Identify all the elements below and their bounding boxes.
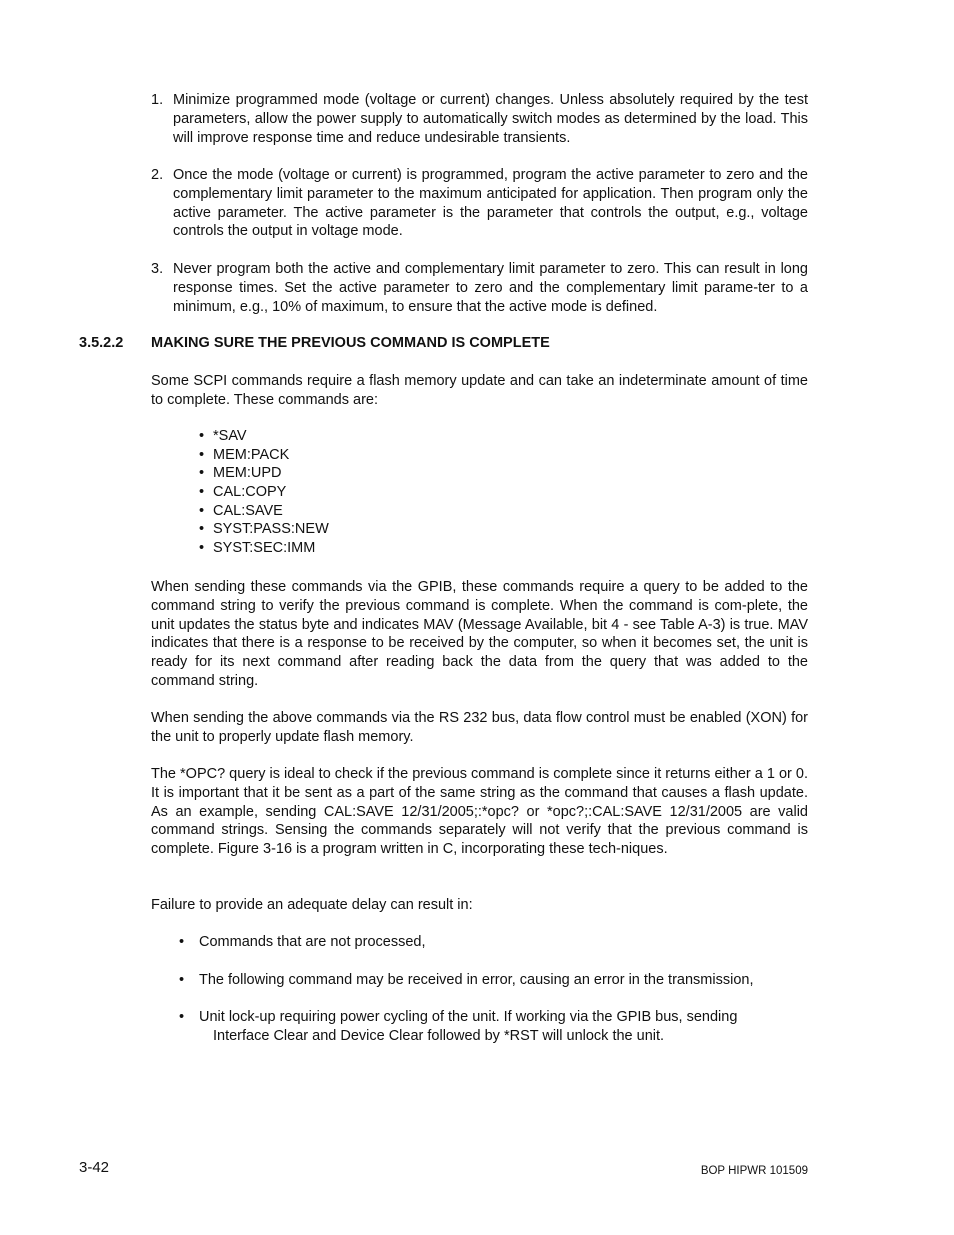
bullet-icon: •: [199, 465, 205, 482]
list-item: [199, 502, 329, 521]
page-number: 3-42: [79, 1159, 110, 1176]
item-text: Minimize programmed mode (voltage or current) changes. Unless absolutely required by the test parameters, allow the power supply to automatically switch modes as determined by the load. This will improve response time and reduce undesirable transients.: [173, 92, 808, 146]
bullet-icon: •: [179, 1009, 185, 1025]
numbered-item-2: [151, 166, 808, 241]
bullet-icon: •: [199, 446, 205, 463]
list-item: [199, 520, 329, 539]
command-name: CAL:COPY: [213, 484, 287, 501]
command-name: MEM:PACK: [213, 446, 290, 463]
item-number: 3.: [151, 261, 164, 277]
bullet-icon: •: [199, 428, 205, 444]
list-item: [199, 483, 329, 502]
list-item: [199, 446, 329, 465]
numbered-item-3: [151, 260, 808, 316]
command-name: MEM:UPD: [213, 465, 282, 482]
bullet-icon: •: [199, 521, 205, 538]
bullet-icon: •: [179, 972, 185, 988]
list-item: [199, 427, 329, 446]
failure-text-continued: Interface Clear and Device Clear followed by *RST will unlock the unit.: [213, 1027, 665, 1044]
gpib-paragraph: When sending these commands via the GPIB, these commands require a query to be added to the command string to verify the previous command is complete. When the command is com-plete, the unit updates the status byte and indicates MAV (Message Available, bit 4 - see Table A-3) is true. MAV indicates that there is a response to be received by the computer, so when it becomes set, the unit is ready for its next command after reading back the data from the query that was added to the command string.: [151, 579, 808, 689]
opc-paragraph: The *OPC? query is ideal to check if the previous command is complete since it returns either a 1 or 0. It is important that it be sent as a part of the same string as the command that causes a flash update. As an example, sending CAL:SAVE 12/31/2005;:*opc? or *opc?;:CAL:SAVE 12/31/2005 are valid command strings. Sensing the commands separately will not verify that the previous command is complete. Figure 3-16 is a program written in C, incorporating these tech-niques.: [151, 766, 808, 858]
failure-text-block: [199, 1008, 808, 1046]
item-number: 2.: [151, 167, 164, 183]
numbered-item-1: [151, 91, 808, 147]
bullet-icon: •: [199, 540, 205, 557]
failure-text: The following command may be received in error, causing an error in the transmission,: [199, 972, 754, 988]
section-title: MAKING SURE THE PREVIOUS COMMAND IS COMPLETE: [151, 335, 550, 351]
failure-text: Commands that are not processed,: [199, 934, 426, 950]
bullet-icon: •: [199, 484, 205, 501]
document-id: BOP HIPWR 101509: [700, 1165, 808, 1177]
failure-item-2: [179, 971, 808, 990]
rs232-paragraph: When sending the above commands via the RS 232 bus, data flow control must be enabled (XON) for the unit to properly update flash memory.: [151, 710, 808, 745]
item-text: Never program both the active and complementary limit parameter to zero. This can result in long response times. Set the active parameter to zero and the complementary limit parame-ter to a minimum, e.g., 10% of maximum, to ensure that the active mode is defined.: [173, 261, 808, 315]
command-name: CAL:SAVE: [213, 502, 283, 519]
bullet-icon: •: [179, 934, 185, 950]
failure-item-3: [179, 1008, 808, 1046]
command-name: SYST:SEC:IMM: [213, 540, 316, 557]
list-item: [199, 539, 329, 558]
failure-paragraph: Failure to provide an adequate delay can result in:: [151, 897, 473, 913]
item-text: Once the mode (voltage or current) is programmed, program the active parameter to zero and the complementary limit parameter to the maximum anticipated for application. Then program only the active parameter. The active parameter is the parameter that controls the output, e.g., voltage controls the output in voltage mode.: [173, 167, 808, 240]
list-item: [199, 464, 329, 483]
section-number: 3.5.2.2: [79, 335, 124, 351]
failure-item-1: [179, 933, 808, 952]
failure-text: Unit lock-up requiring power cycling of the unit. If working via the GPIB bus, sending: [199, 1009, 738, 1025]
item-number: 1.: [151, 92, 164, 108]
command-name: *SAV: [213, 428, 247, 444]
command-list: [199, 427, 329, 558]
intro-paragraph: Some SCPI commands require a flash memory update and can take an indeterminate amount of time to complete. These commands are:: [151, 373, 808, 408]
command-name: SYST:PASS:NEW: [213, 521, 329, 538]
bullet-icon: •: [199, 502, 205, 519]
